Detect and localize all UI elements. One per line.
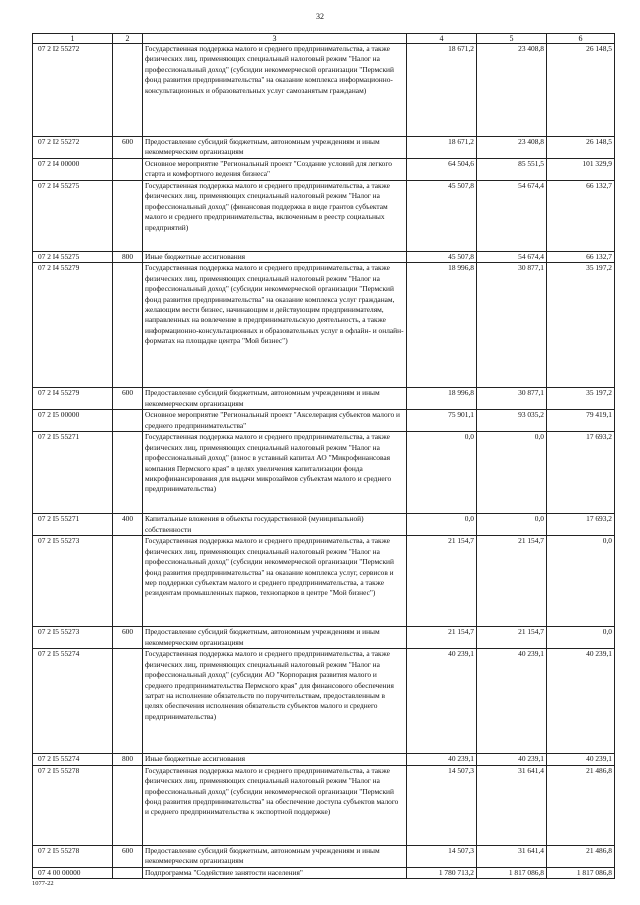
row-vr xyxy=(113,263,143,388)
header-row xyxy=(33,34,615,44)
row-vr xyxy=(113,765,143,845)
table-row xyxy=(33,252,615,263)
row-value-2: 93 035,2 xyxy=(477,410,547,432)
row-value-2: 21 154,7 xyxy=(477,627,547,649)
row-value-1: 18 671,2 xyxy=(407,137,477,159)
row-name: Основное мероприятие "Региональный проект "Акселерация субъектов малого и среднего предпринимательства" xyxy=(143,410,407,432)
row-name: Иные бюджетные ассигнования xyxy=(143,252,407,263)
table-row xyxy=(33,536,615,627)
row-code: 07 2 I4 55279 xyxy=(33,388,113,410)
row-vr xyxy=(113,410,143,432)
page-number: 32 xyxy=(316,12,324,21)
table-row xyxy=(33,159,615,181)
row-value-1: 45 507,8 xyxy=(407,252,477,263)
row-value-3: 17 693,2 xyxy=(547,514,615,536)
row-code: 07 2 I4 00000 xyxy=(33,159,113,181)
row-value-1: 21 154,7 xyxy=(407,536,477,627)
table-row xyxy=(33,388,615,410)
row-value-1: 0,0 xyxy=(407,514,477,536)
table-row xyxy=(33,181,615,252)
row-code: 07 2 I5 55273 xyxy=(33,627,113,649)
table-row xyxy=(33,514,615,536)
table-row xyxy=(33,137,615,159)
row-vr: 400 xyxy=(113,514,143,536)
row-value-2: 85 551,5 xyxy=(477,159,547,181)
table-row xyxy=(33,263,615,388)
row-code: 07 2 I5 00000 xyxy=(33,410,113,432)
row-vr xyxy=(113,432,143,514)
row-value-2: 30 877,1 xyxy=(477,263,547,388)
row-value-3: 40 239,1 xyxy=(547,649,615,754)
row-code: 07 2 I5 55274 xyxy=(33,754,113,765)
row-value-1: 18 671,2 xyxy=(407,44,477,137)
row-value-3: 21 486,8 xyxy=(547,845,615,867)
row-name: Основное мероприятие "Региональный проект "Создание условий для легкого старта и комфортного ведения бизнеса" xyxy=(143,159,407,181)
document-code: 1077-22 xyxy=(32,880,54,887)
header-cell-year3: 6 xyxy=(547,34,615,44)
row-name: Государственная поддержка малого и среднего предпринимательства, а также физических лиц, применяющих специальный налоговый режим "Налог на профессиональный доход" (субсидии АО "Корпорация развития малого и среднего предпринимательства Пермского края" для финансового обеспечения затрат на исполнение обязательств по поручительствам, предоставленным в целях обеспечения исполнения обязательств субъектов малого и среднего предпринимательства) xyxy=(143,649,407,754)
row-value-3: 35 197,2 xyxy=(547,263,615,388)
row-value-3: 40 239,1 xyxy=(547,754,615,765)
row-value-2: 0,0 xyxy=(477,514,547,536)
row-name: Государственная поддержка малого и среднего предпринимательства, а также физических лиц, применяющих специальный налоговый режим "Налог на профессиональный доход" (субсидии некоммерческой организации "Пермский фонд развития предпринимательства" на оказание комплекса услуг, сервисов и мер поддержки субъектам малого и среднего предпринимательства, а также резидентам промышленных парков, технопарков в центре "Мой бизнес") xyxy=(143,536,407,627)
row-vr xyxy=(113,181,143,252)
row-value-1: 1 780 713,2 xyxy=(407,867,477,878)
row-name: Предоставление субсидий бюджетным, автономным учреждениям и иным некоммерческим организациям xyxy=(143,137,407,159)
row-code: 07 2 I5 55278 xyxy=(33,765,113,845)
row-name: Государственная поддержка малого и среднего предпринимательства, а также физических лиц, применяющих специальный налоговый режим "Налог на профессиональный доход" (субсидии некоммерческой организации "Пермский фонд развития предпринимательства" на обеспечение доступа субъектов малого и среднего предпринимательства к экспортной поддержке) xyxy=(143,765,407,845)
row-value-2: 0,0 xyxy=(477,432,547,514)
header-cell-year2: 5 xyxy=(477,34,547,44)
row-vr: 600 xyxy=(113,845,143,867)
budget-table xyxy=(32,33,615,879)
row-value-1: 40 239,1 xyxy=(407,649,477,754)
row-vr: 800 xyxy=(113,754,143,765)
row-name: Капитальные вложения в объекты государственной (муниципальной) собственности xyxy=(143,514,407,536)
table-row xyxy=(33,649,615,754)
header-cell-code: 1 xyxy=(33,34,113,44)
row-code: 07 2 I5 55271 xyxy=(33,432,113,514)
row-code: 07 2 I4 55275 xyxy=(33,252,113,263)
row-value-3: 0,0 xyxy=(547,536,615,627)
table-row xyxy=(33,765,615,845)
row-value-3: 79 419,1 xyxy=(547,410,615,432)
header-cell-year1: 4 xyxy=(407,34,477,44)
row-vr: 600 xyxy=(113,137,143,159)
row-value-1: 18 996,8 xyxy=(407,263,477,388)
row-value-2: 40 239,1 xyxy=(477,754,547,765)
row-value-1: 45 507,8 xyxy=(407,181,477,252)
row-value-2: 31 641,4 xyxy=(477,765,547,845)
row-value-2: 40 239,1 xyxy=(477,649,547,754)
row-value-3: 101 329,9 xyxy=(547,159,615,181)
row-value-1: 21 154,7 xyxy=(407,627,477,649)
row-value-3: 0,0 xyxy=(547,627,615,649)
row-vr: 800 xyxy=(113,252,143,263)
table-row xyxy=(33,44,615,137)
row-value-1: 18 996,8 xyxy=(407,388,477,410)
row-value-2: 23 408,8 xyxy=(477,44,547,137)
row-value-1: 75 901,1 xyxy=(407,410,477,432)
row-vr xyxy=(113,867,143,878)
row-code: 07 2 I5 55273 xyxy=(33,536,113,627)
row-code: 07 2 I5 55271 xyxy=(33,514,113,536)
row-vr: 600 xyxy=(113,627,143,649)
row-value-1: 64 504,6 xyxy=(407,159,477,181)
table-row xyxy=(33,432,615,514)
row-value-3: 17 693,2 xyxy=(547,432,615,514)
table-row xyxy=(33,754,615,765)
row-value-2: 54 674,4 xyxy=(477,252,547,263)
row-code: 07 2 I4 55279 xyxy=(33,263,113,388)
row-vr xyxy=(113,44,143,137)
row-name: Государственная поддержка малого и среднего предпринимательства, а также физических лиц, применяющих специальный налоговый режим "Налог на профессиональный доход" (взнос в уставный капитал АО "Микрофинансовая компания Пермского края" в целях увеличения капитализации фонда микрофинансирования для выдачи микрозаймов субъектам малого и среднего предпринимательства) xyxy=(143,432,407,514)
row-vr: 600 xyxy=(113,388,143,410)
row-code: 07 2 I5 55274 xyxy=(33,649,113,754)
table-row xyxy=(33,627,615,649)
row-value-2: 30 877,1 xyxy=(477,388,547,410)
row-vr xyxy=(113,649,143,754)
row-code: 07 2 I4 55275 xyxy=(33,181,113,252)
row-name: Иные бюджетные ассигнования xyxy=(143,754,407,765)
row-value-2: 31 641,4 xyxy=(477,845,547,867)
row-name: Государственная поддержка малого и среднего предпринимательства, а также физических лиц, применяющих специальный налоговый режим "Налог на профессиональный доход" (субсидии некоммерческой организации "Пермский фонд развития предпринимательства" на оказание комплекса информационно-консультационных и образовательных услуг самозанятым гражданам) xyxy=(143,44,407,137)
header-cell-name: 3 xyxy=(143,34,407,44)
row-value-3: 26 148,5 xyxy=(547,137,615,159)
row-value-3: 26 148,5 xyxy=(547,44,615,137)
row-value-1: 14 507,3 xyxy=(407,845,477,867)
row-value-2: 1 817 086,8 xyxy=(477,867,547,878)
row-code: 07 4 00 00000 xyxy=(33,867,113,878)
row-name: Подпрограмма "Содействие занятости населения" xyxy=(143,867,407,878)
header-cell-vr: 2 xyxy=(113,34,143,44)
row-value-2: 54 674,4 xyxy=(477,181,547,252)
row-name: Предоставление субсидий бюджетным, автономным учреждениям и иным некоммерческим организациям xyxy=(143,627,407,649)
row-name: Предоставление субсидий бюджетным, автономным учреждениям и иным некоммерческим организациям xyxy=(143,845,407,867)
row-name: Государственная поддержка малого и среднего предпринимательства, а также физических лиц, применяющих специальный налоговый режим "Налог на профессиональный доход" (финансовая поддержка в виде грантов субъектам малого и среднего предпринимательства, включенным в реестр социальных предприятий) xyxy=(143,181,407,252)
row-value-1: 0,0 xyxy=(407,432,477,514)
table-row xyxy=(33,410,615,432)
row-code: 07 2 I2 55272 xyxy=(33,44,113,137)
row-name: Предоставление субсидий бюджетным, автономным учреждениям и иным некоммерческим организациям xyxy=(143,388,407,410)
row-value-3: 35 197,2 xyxy=(547,388,615,410)
row-value-2: 23 408,8 xyxy=(477,137,547,159)
table-row xyxy=(33,867,615,878)
row-value-1: 14 507,3 xyxy=(407,765,477,845)
row-value-2: 21 154,7 xyxy=(477,536,547,627)
row-value-3: 66 132,7 xyxy=(547,181,615,252)
row-code: 07 2 I2 55272 xyxy=(33,137,113,159)
row-name: Государственная поддержка малого и среднего предпринимательства, а также физических лиц, применяющих специальный налоговый режим "Налог на профессиональный доход" (субсидии некоммерческой организации "Пермский фонд развития предпринимательства" на оказание комплекса услуг гражданам, желающим вести бизнес, начинающим и действующим предпринимателям, направленных на вовлечение в предпринимательскую деятельность, а также информационно-консультационных и образовательных услуг в офлайн- и онлайн-форматах на площадке центра "Мой бизнес") xyxy=(143,263,407,388)
row-value-3: 1 817 086,8 xyxy=(547,867,615,878)
row-vr xyxy=(113,536,143,627)
table-row xyxy=(33,845,615,867)
row-value-1: 40 239,1 xyxy=(407,754,477,765)
row-vr xyxy=(113,159,143,181)
row-value-3: 21 486,8 xyxy=(547,765,615,845)
row-value-3: 66 132,7 xyxy=(547,252,615,263)
row-code: 07 2 I5 55278 xyxy=(33,845,113,867)
